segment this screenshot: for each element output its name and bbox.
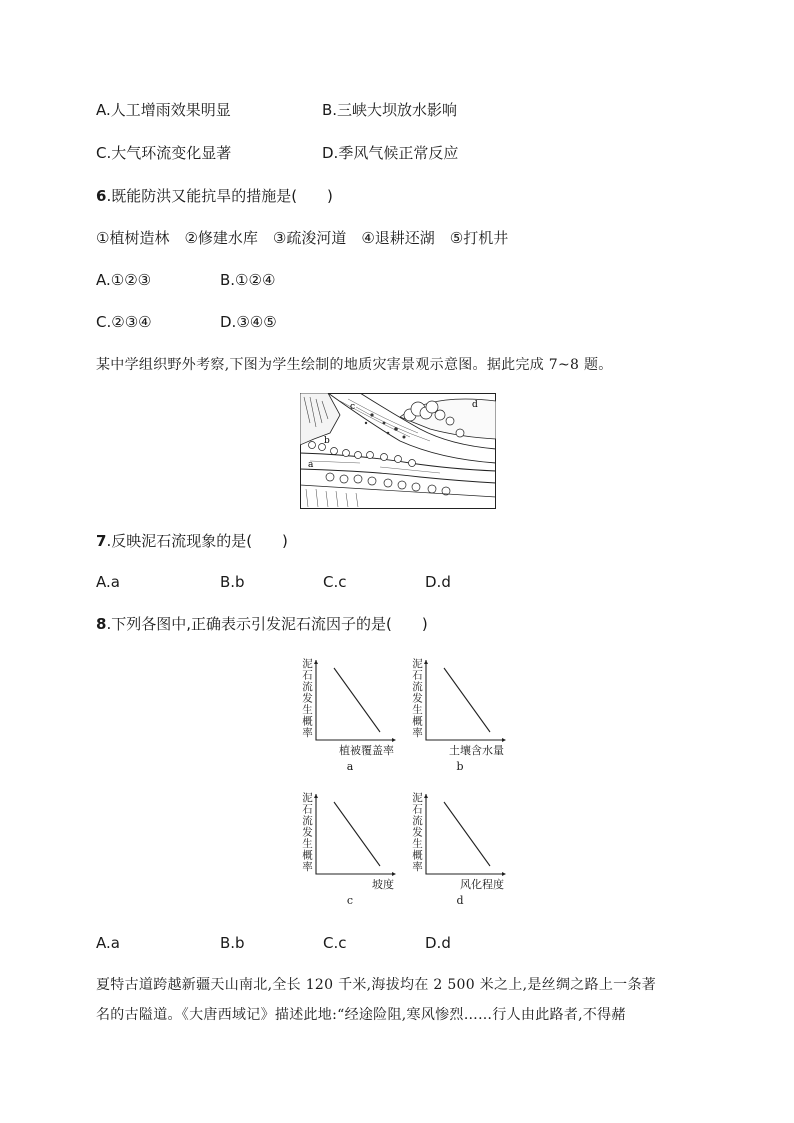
chart-c-line — [334, 802, 380, 866]
chart-c-plot — [314, 794, 396, 876]
q8-option-d: D.d — [425, 934, 451, 952]
q5-option-a: A.人工增雨效果明显 — [96, 101, 231, 119]
chart-b-xlabel: 土壤含水量 — [449, 744, 504, 757]
chart-d-line — [444, 802, 490, 866]
chart-b-plot — [424, 660, 506, 742]
q6-number: 6 — [96, 187, 107, 205]
chart-c-ylabel: 泥石流发生概率 — [301, 792, 313, 873]
q7-option-c: C.c — [323, 573, 347, 591]
scene-label-a: a — [308, 460, 314, 470]
chart-c — [300, 790, 400, 910]
q7-option-b: B.b — [220, 573, 245, 591]
q6-items: ①植树造林 ②修建水库 ③疏浚河道 ④退耕还湖 ⑤打机井 — [96, 229, 509, 247]
chart-b-axes — [426, 660, 504, 740]
chart-b-ylabel: 泥石流发生概率 — [411, 658, 423, 739]
q6-option-d: D.③④⑤ — [220, 313, 277, 331]
q7-option-a: A.a — [96, 573, 120, 591]
q5-option-d: D.季风气候正常反应 — [322, 144, 459, 162]
chart-a-ylabel: 泥石流发生概率 — [301, 658, 313, 739]
q7-option-d: D.d — [425, 573, 451, 591]
chart-b — [410, 656, 510, 776]
q7-question — [96, 531, 288, 551]
chart-a-plot — [314, 660, 396, 742]
chart-a — [300, 656, 400, 776]
scene-label-c: c — [350, 402, 356, 412]
passage-line-1: 夏特古道跨越新疆天山南北,全长 120 千米,海拔均在 2 500 米之上,是丝绸之路上一条著 — [96, 977, 657, 993]
chart-c-xlabel: 坡度 — [372, 878, 394, 891]
chart-a-axes — [316, 660, 394, 740]
scene-label-b: b — [324, 436, 330, 446]
chart-d-plot — [424, 794, 506, 876]
q6-option-b: B.①②④ — [220, 271, 276, 289]
q6-stem: .既能防洪又能抗旱的措施是( ) — [106, 187, 333, 205]
q6-question — [96, 186, 333, 206]
q6-option-c: C.②③④ — [96, 313, 152, 331]
q8-option-c: C.c — [323, 934, 347, 952]
geological-hazard-scene — [300, 393, 496, 509]
passage-line-2: 名的古隘道。《大唐西域记》描述此地:“经途险阻,寒风惨烈……行人由此路者,不得赭 — [96, 1007, 626, 1023]
q7-number: 7 — [96, 532, 107, 550]
q7-stem: .反映泥石流现象的是( ) — [106, 532, 288, 550]
chart-b-tag: b — [456, 760, 464, 773]
q8-question — [96, 614, 428, 634]
q8-option-b: B.b — [220, 934, 245, 952]
q8-stem: .下列各图中,正确表示引发泥石流因子的是( ) — [106, 615, 428, 633]
chart-a-xlabel: 植被覆盖率 — [339, 744, 394, 757]
intro-7-8: 某中学组织野外考察,下图为学生绘制的地质灾害景观示意图。据此完成 7~8 题。 — [96, 357, 613, 373]
scene-label-d: d — [472, 400, 478, 410]
q5-option-c: C.大气环流变化显著 — [96, 144, 232, 162]
chart-d-ylabel: 泥石流发生概率 — [411, 792, 423, 873]
chart-c-tag: c — [346, 894, 354, 907]
chart-b-line — [444, 668, 490, 732]
chart-d-axes — [426, 794, 504, 874]
q8-number: 8 — [96, 615, 107, 633]
chart-c-axes — [316, 794, 394, 874]
chart-d-tag: d — [456, 894, 464, 907]
chart-d-xlabel: 风化程度 — [460, 878, 504, 891]
chart-d — [410, 790, 510, 910]
q8-option-a: A.a — [96, 934, 120, 952]
chart-a-line — [334, 668, 380, 732]
q6-option-a: A.①②③ — [96, 271, 152, 289]
chart-a-tag: a — [346, 760, 354, 773]
scene-illustration — [300, 393, 496, 509]
q5-option-b: B.三峡大坝放水影响 — [322, 101, 458, 119]
